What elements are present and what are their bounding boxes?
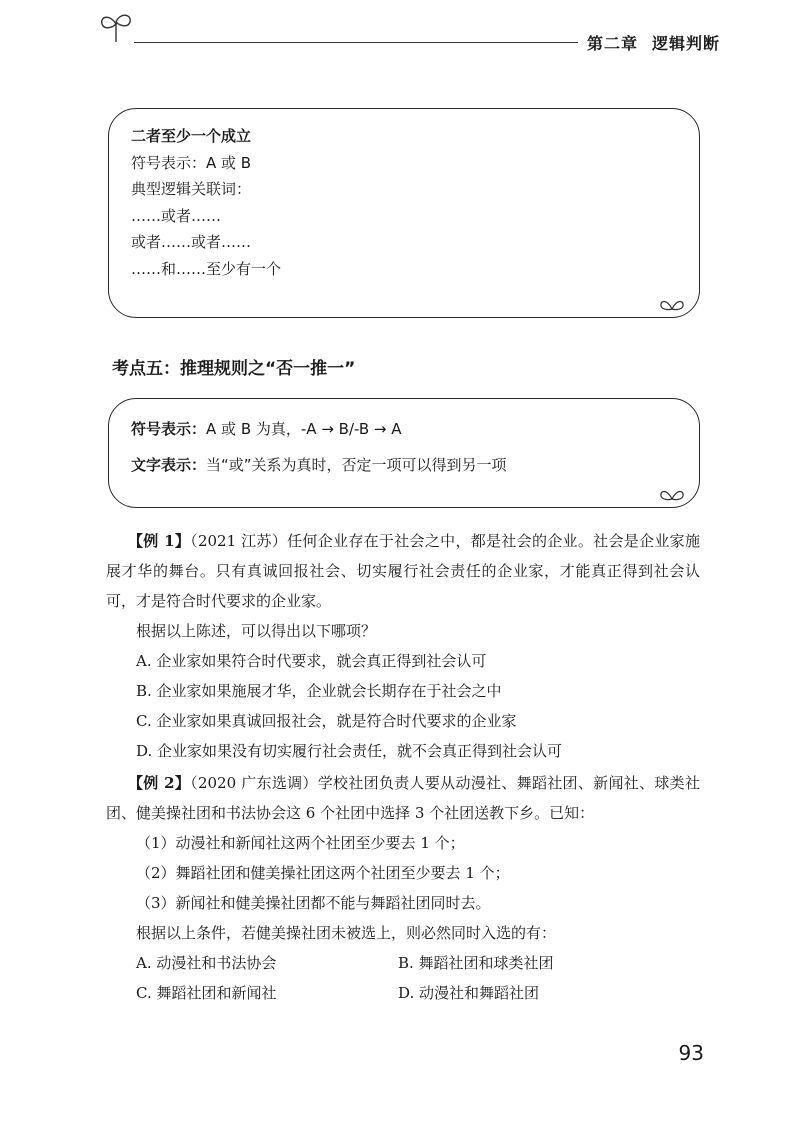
box1-line: ……和……至少有一个	[131, 259, 282, 278]
example1-question: 根据以上陈述，可以得出以下哪项？	[136, 622, 377, 640]
option-a: A. 企业家如果符合时代要求，就会真正得到社会认可	[136, 652, 487, 670]
box1-line: 典型逻辑关联词：	[131, 180, 252, 198]
example2-source: （2020 广东选调）	[190, 774, 318, 792]
section-title: 考点五：推理规则之“否一推一”	[112, 359, 356, 379]
box1-line: 符号表示：A 或 B	[131, 153, 252, 172]
example2-stem	[106, 768, 700, 828]
example1-text: 任何企业存在于社会之中，都是社会的企业。社会是企业家施展才华的舞台。只有真诚回报社会、切实履行社会责任的企业家，才能真正得到社会认可，才是符合时代要求的企业家。	[106, 532, 700, 610]
page-number: 93	[678, 1041, 704, 1065]
example1-options	[136, 646, 700, 766]
definition-box	[108, 108, 700, 318]
box1-line: 或者……或者……	[131, 233, 252, 251]
option-b: B. 舞蹈社团和球类社团	[398, 954, 554, 972]
rule-box	[108, 398, 700, 508]
example2-label: 【例 2】	[128, 774, 191, 792]
symbol-text: A 或 B 为真，-A → B/-B → A	[206, 420, 402, 438]
example2-question: 根据以上条件，若健美操社团未被选上，则必然同时入选的有：	[136, 924, 557, 942]
leaf-icon	[659, 297, 685, 311]
box1-line: ……或者……	[131, 206, 222, 225]
options-row-1	[136, 948, 700, 978]
leaf-icon	[659, 487, 685, 501]
option-c: C. 舞蹈社团和新闻社	[136, 984, 277, 1002]
condition-1: （1）动漫社和新闻社这两个社团至少要去 1 个；	[136, 834, 465, 852]
header-rule	[134, 42, 578, 43]
chapter-number: 第二章	[586, 34, 638, 53]
text-line	[131, 455, 677, 475]
option-c: C. 企业家如果真诚回报社会，就是符合时代要求的企业家	[136, 712, 517, 730]
option-b: B. 企业家如果施展才华，企业就会长期存在于社会之中	[136, 682, 502, 700]
example2-conditions	[136, 828, 700, 1008]
symbol-label: 符号表示：	[131, 420, 207, 438]
box1-line: 二者至少一个成立	[131, 127, 252, 145]
condition-3: （3）新闻社和健美操社团都不能与舞蹈社团同时去。	[136, 894, 491, 912]
example1-stem	[106, 526, 700, 616]
example2-text: 学校社团负责人要从动漫社、舞蹈社团、新闻社、球类社团、健美操社团和书法协会这 6 个社团中选择 3 个社团送教下乡。已知：	[106, 774, 700, 822]
chapter-heading	[587, 31, 720, 54]
symbol-line	[131, 419, 677, 439]
text-text: 当“或”关系为真时，否定一项可以得到另一项	[206, 456, 507, 474]
option-d: D. 动漫社和舞蹈社团	[398, 984, 540, 1002]
options-row-2	[136, 978, 700, 1008]
example1-source: （2021 江苏）	[190, 532, 288, 550]
option-d: D. 企业家如果没有切实履行社会责任，就不会真正得到社会认可	[136, 742, 563, 760]
option-a: A. 动漫社和书法协会	[136, 954, 277, 972]
text-label: 文字表示：	[131, 456, 207, 474]
sprout-icon	[96, 10, 136, 44]
condition-2: （2）舞蹈社团和健美操社团这两个社团至少要去 1 个；	[136, 864, 510, 882]
chapter-title: 逻辑判断	[651, 34, 720, 53]
example1-label: 【例 1】	[128, 532, 191, 550]
page-header	[0, 0, 800, 60]
